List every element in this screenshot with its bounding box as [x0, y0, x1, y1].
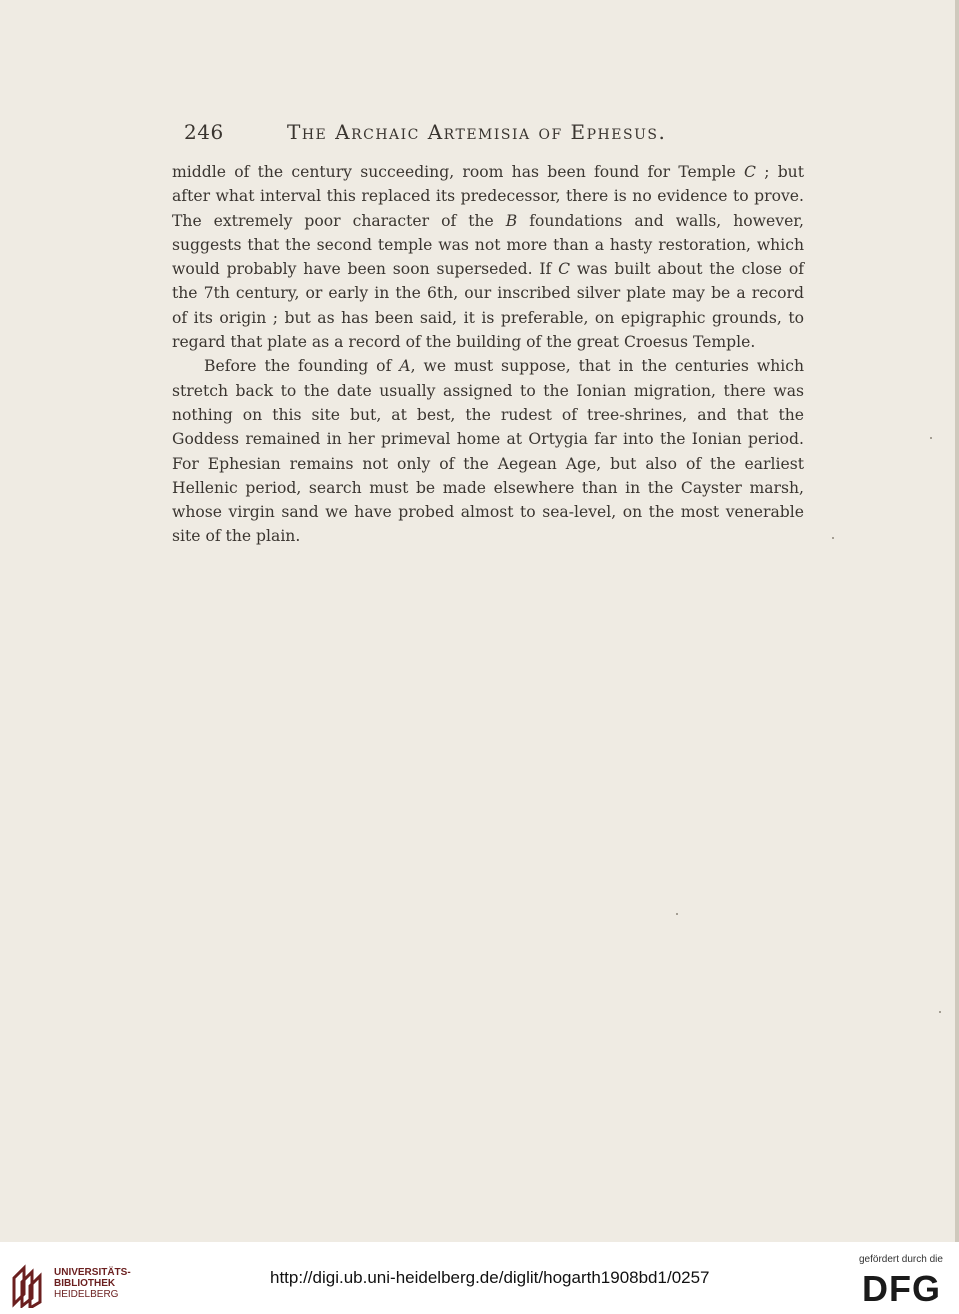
body-text	[172, 160, 804, 549]
dfg-logo: DFG	[862, 1268, 941, 1309]
university-library-logo-icon	[10, 1264, 46, 1308]
library-name: UNIVERSITÄTS- BIBLIOTHEK HEIDELBERG	[54, 1267, 131, 1300]
paper-speck	[676, 913, 678, 915]
paper-speck	[939, 1011, 941, 1013]
paper-speck	[832, 537, 834, 539]
digitization-footer	[0, 1242, 959, 1314]
funding-label: gefördert durch die	[859, 1254, 943, 1265]
page-number: 246	[184, 120, 224, 144]
paragraph: Before the founding of A, we must suppose, that in the centuries which stretch back to the date usually assigned to the Ionian migration, there was nothing on this site but, at best, the rudest of tree-shrines, and that the Goddess remained in her primeval home at Ortygia far into the Ionian period. For Ephesian remains not only of the Aegean Age, but also of the earliest Hellenic period, search must be made elsewhere than in the Cayster marsh, whose virgin sand we have probed almost to sea-level, on the most venerable site of the plain.	[172, 357, 805, 546]
running-title: The Archaic Artemisia of Ephesus.	[287, 120, 667, 144]
paragraph: middle of the century succeeding, room has been found for Temple C ; but after what interval this replaced its predecessor, there is no evidence to prove. The extremely poor character of the B foundations and walls, however, suggests that the second temple was not more than a hasty restoration, which would probably have been soon superseded. If C was built about the close of the 7th century, or early in the 6th, our inscribed silver plate may be a record of its origin ; but as has been said, it is preferable, on epigraphic grounds, to regard that plate as a record of the building of the great Croesus Temple.	[172, 163, 804, 352]
running-header	[172, 120, 812, 150]
source-url-link[interactable]: http://digi.ub.uni-heidelberg.de/diglit/hogarth1908bd1/0257	[270, 1268, 710, 1287]
paper-speck	[930, 437, 932, 439]
